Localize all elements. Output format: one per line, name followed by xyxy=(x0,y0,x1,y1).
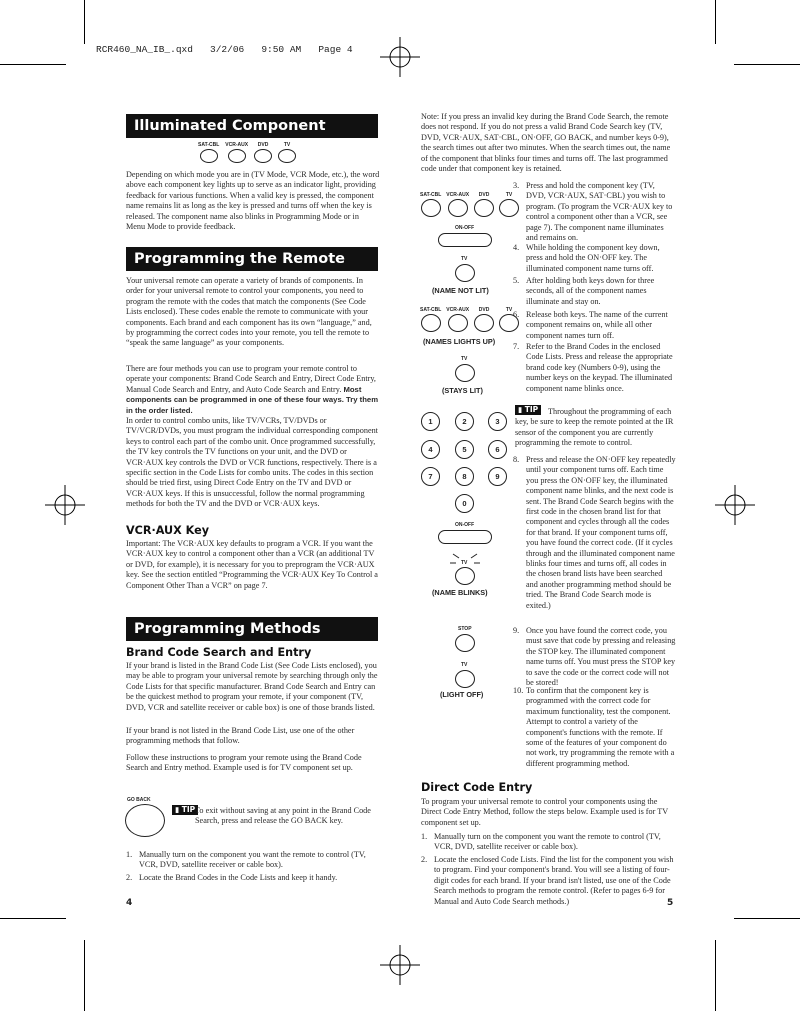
crop-mark xyxy=(734,918,800,919)
registration-mark-right xyxy=(715,485,755,525)
stop-key xyxy=(455,634,475,652)
brand-code-p3: Follow these instructions to program your remote using the Brand Code Search and Entry method. Example used is for TV component set up. xyxy=(126,753,362,773)
keypad-7: 7 xyxy=(421,467,440,486)
step-5: 5. After holding both keys down for three seconds, all of the component names illuminate and stay on. xyxy=(513,276,655,306)
fig2-component-keys: SAT-CBL VCR-AUX DVD TV xyxy=(420,307,519,332)
crop-mark xyxy=(0,64,66,65)
keypad-0: 0 xyxy=(455,494,474,513)
tv-key: TV xyxy=(278,142,296,163)
step-3: 3. Press and hold the component key (TV, DVD, VCR·AUX, SAT·CBL) you wish to program. (To program the VCR·AUX key to control a component other than a VCR, see page 7). The component name illuminates and remains on. xyxy=(513,181,673,243)
caption-name-not-lit: (NAME NOT LIT) xyxy=(432,286,489,295)
note-paragraph: Note: If you press an invalid key during the Brand Code Search, the remote does not respond. If you do not press a valid Brand Code Search key (TV, DVD, VCR·AUX, SAT·CBL, ON·OFF, GO BACK, and number keys 0-9), the search times out after two minutes. When the search times out, the name of the component that blinks four times and turns off. The last programmed code under that component key is retained. xyxy=(421,112,671,174)
keypad-3: 3 xyxy=(488,412,507,431)
direct-code-body: To program your universal remote to control your components using the Direct Code Entry Method, follow the steps below. Example used is for TV component set up. xyxy=(421,797,669,827)
direct-step-1: 1. Manually turn on the component you want the remote to control (TV, VCR, DVD, satellite receiver or cable box). xyxy=(421,832,661,852)
vcr-aux-heading: VCR·AUX Key xyxy=(126,524,210,537)
fig4-onoff-label: ON-OFF xyxy=(455,522,475,528)
fig1-tv-key xyxy=(455,264,475,282)
step-6: 6. Release both keys. The name of the current component remains on, while all other component names turn off. xyxy=(513,310,668,340)
crop-mark xyxy=(0,918,66,919)
caption-light-off: (LIGHT OFF) xyxy=(440,690,484,699)
keypad-5: 5 xyxy=(455,440,474,459)
step-4: 4. While holding the component key down, press and hold the ON·OFF key. The illuminated component name turns off. xyxy=(513,243,660,273)
go-back-label: GO BACK xyxy=(127,797,151,803)
direct-step-2: 2. Locate the enclosed Code Lists. Find the list for the component you wish to program. Find your component's brand. You will see a listing of four-digit codes for each brand. If your brand isn't listed, use one of the Code Search methods to program the remote control. (Refer to pages 6-9 for Manual and Auto Code Search methods.) xyxy=(421,855,674,906)
caption-name-blinks: (NAME BLINKS) xyxy=(432,588,488,597)
crop-mark xyxy=(715,940,716,1011)
direct-code-heading: Direct Code Entry xyxy=(421,781,533,794)
brand-step-1: 1. Manually turn on the component you want the remote to control (TV, VCR, DVD, satellite receiver or cable box). xyxy=(126,850,366,870)
file-header: RCR460_NA_IB_.qxd 3/2/06 9:50 AM Page 4 xyxy=(96,44,353,55)
illuminated-body: Depending on which mode you are in (TV Mode, VCR Mode, etc.), the word above each component key lights up to serve as an indicator light, providing feedback for various functions. When a valid key is pressed, the component name remains lit as long as the key is pressed and turns off when the key is released. The component name also blinks in Programming Mode or in Menu Mode to provide feedback. xyxy=(126,170,380,232)
keypad-9: 9 xyxy=(488,467,507,486)
component-keys-figure xyxy=(198,142,296,163)
caption-names-light-up: (NAMES LIGHTS UP) xyxy=(423,337,496,346)
caption-stays-lit: (STAYS LIT) xyxy=(442,386,483,395)
programming-p3: In order to control combo units, like TV/VCRs, TV/DVDs or TV/VCR/DVDs, you must program the individual corresponding component keys to control each part of the combo unit. Once programmed successfully, the TV key controls the TV functions on your unit, and the DVD or VCR·AUX key controls the DVD or VCR functions, respectively. There is a specific section in the Code Lists for combo units. The codes in this section should be tried first, using Direct Code Entry on the TV and DVD or VCR·AUX keys. If this is unsuccessful, follow the normal programming methods for both the TV and the DVD or VCR·AUX keys. xyxy=(126,416,378,509)
brand-code-p1: If your brand is listed in the Brand Code List (See Code Lists enclosed), you may be able to program your universal remote by searching through only the Code Lists for that specific manufacturer. Brand Code Search and Entry can be the quickest method to program your remote, if your component (TV, DVD, VCR and satellite receiver or cable box) is one of those brands listed. xyxy=(126,661,378,712)
section-title-methods: Programming Methods xyxy=(126,617,378,641)
keypad-2: 2 xyxy=(455,412,474,431)
step-7: 7. Refer to the Brand Codes in the enclosed Code Lists. Press and release the appropriate brand code key (Numbers 0-9), using the number keys on the keypad. The illuminated component name blinks once. xyxy=(513,342,673,393)
fig5-tv-label: TV xyxy=(461,662,468,668)
fig5-tv-key xyxy=(455,670,475,688)
crop-mark xyxy=(84,0,85,44)
section-title-programming: Programming the Remote xyxy=(126,247,378,271)
fig4-tv-label: TV xyxy=(461,560,468,566)
vcr-aux-key: VCR-AUX xyxy=(225,142,248,163)
keypad-4: 4 xyxy=(421,440,440,459)
fig1-onoff-label: ON-OFF xyxy=(455,225,475,231)
fig3-tv-label: TV xyxy=(461,356,468,362)
crop-mark xyxy=(734,64,800,65)
go-back-key xyxy=(125,804,165,837)
tip-badge: ▮ TIP xyxy=(172,805,198,815)
brand-code-heading: Brand Code Search and Entry xyxy=(126,646,312,659)
fig1-onoff-key xyxy=(438,233,492,247)
tip-badge-right: ▮ TIP xyxy=(515,405,541,415)
fig1-tv-label: TV xyxy=(461,256,468,262)
vcr-aux-body: Important: The VCR·AUX key defaults to program a VCR. If you want the VCR·AUX key to control a component other than a VCR (an additional TV or DVD, for example), it is necessary for you to preprogram the VCR·AUX key. See the section entitled “Programming the VCR·AUX Key To Control a Component Other Than a VCR” on page 7. xyxy=(126,539,378,590)
fig3-tv-key xyxy=(455,364,475,382)
crop-mark xyxy=(715,0,716,44)
go-back-tip: To exit without saving at any point in the Brand Code Search, press and release the GO BACK key. xyxy=(195,806,371,826)
keypad-8: 8 xyxy=(455,467,474,486)
page-number-right: 5 xyxy=(667,898,674,908)
fig4-tv-key xyxy=(455,567,475,585)
step-8: 8. Press and release the ON·OFF key repeatedly until your component turns off. Each time you press the ON·OFF key, the illuminated component name blinks, and the next code is sent. The Brand Code Search begins with the first code in the chosen brand list for that component and cycles through all the codes for that brand. If your component turns off, you have found the correct code. (If it cycles through and the illuminated component name blinks four times and turns off, all codes in the chosen brand lists have been searched and another programming method should be tried. The Brand Code Search mode is exited.) xyxy=(513,455,676,610)
brand-step-2: 2. Locate the Brand Codes in the Code Lists and keep it handy. xyxy=(126,873,338,882)
crop-mark xyxy=(84,940,85,1011)
registration-mark-top xyxy=(380,37,420,77)
dvd-key: DVD xyxy=(254,142,272,163)
programming-p1: Your universal remote can operate a variety of brands of components. In order for your universal remote to control your components, you need to program the remote with the codes that match the components (See Code Lists enclosed). These codes enable the remote to communicate with your components. Each brand and each component has its own “language,” and, by programming the correct codes into your remote, you tell the remote to “speak the same language” as your components. xyxy=(126,276,372,348)
page-number-left: 4 xyxy=(126,898,133,908)
registration-mark-left xyxy=(45,485,85,525)
brand-code-p2: If your brand is not listed in the Brand Code List, use one of the other programming methods that follow. xyxy=(126,726,355,746)
ir-sensor-tip: Throughout the programming of each key, be sure to keep the remote pointed at the IR sensor of the component you are currently programming the remote to control. xyxy=(515,407,674,448)
stop-label: STOP xyxy=(458,626,472,632)
fig1-component-keys: SAT-CBL VCR-AUX DVD TV xyxy=(420,192,519,217)
keypad-1: 1 xyxy=(421,412,440,431)
fig4-onoff-key xyxy=(438,530,492,544)
step-10: 10. To confirm that the component key is programmed with the correct code for maximum functionality, test the component. Attempt to control a variety of the component's functions with the remote. If some of the features of your component do not work, try programming the remote with a different programming method. xyxy=(513,686,675,768)
registration-mark-bottom xyxy=(380,945,420,985)
sat-cbl-key: SAT-CBL xyxy=(198,142,219,163)
programming-p2: There are four methods you can use to program your remote control to operate your components: Brand Code Search and Entry, Direct Code Entry, Manual Code Search and Entry, and Auto Code Search and Entry. Most components can be programmed in one of these four ways. Try them in the order listed. xyxy=(126,364,379,415)
step-9: 9. Once you have found the correct code, you must save that code by pressing and releasing the STOP key. The illuminated component name turns off. You must press the STOP key to save the code or the correct code will not be stored! xyxy=(513,626,676,688)
section-title-illuminated: Illuminated Component Names xyxy=(126,114,378,138)
keypad-6: 6 xyxy=(488,440,507,459)
